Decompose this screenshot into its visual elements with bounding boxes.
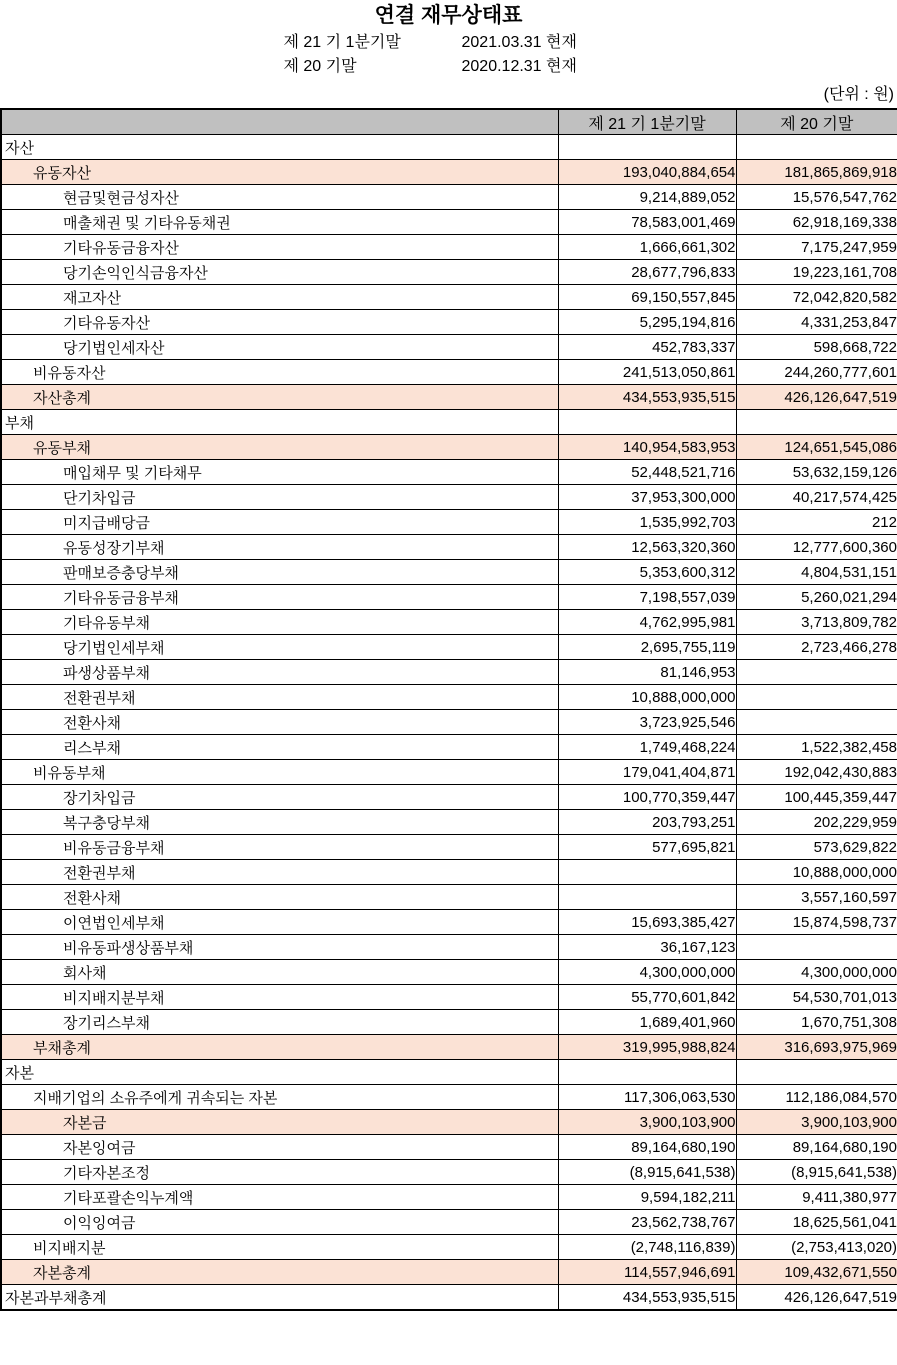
row-label: 기타포괄손익누계액 [1, 1185, 558, 1210]
row-value-current: 15,693,385,427 [558, 910, 736, 935]
row-value-prior: 2,723,466,278 [736, 635, 897, 660]
row-value-current: 3,723,925,546 [558, 710, 736, 735]
table-row [1, 385, 897, 410]
row-value-current: 12,563,320,360 [558, 535, 736, 560]
table-row [1, 1285, 897, 1311]
table-row [1, 260, 897, 285]
row-value-current: 193,040,884,654 [558, 160, 736, 185]
row-value-current: 4,300,000,000 [558, 960, 736, 985]
row-value-current [558, 885, 736, 910]
row-value-current: 100,770,359,447 [558, 785, 736, 810]
row-value-current: 4,762,995,981 [558, 610, 736, 635]
row-value-prior: 192,042,430,883 [736, 760, 897, 785]
row-value-prior: 89,164,680,190 [736, 1135, 897, 1160]
row-value-current: 577,695,821 [558, 835, 736, 860]
row-value-prior: 3,900,103,900 [736, 1110, 897, 1135]
row-value-prior: 4,300,000,000 [736, 960, 897, 985]
row-value-prior: 10,888,000,000 [736, 860, 897, 885]
row-value-prior: 15,874,598,737 [736, 910, 897, 935]
row-value-prior: 5,260,021,294 [736, 585, 897, 610]
row-label: 유동성장기부채 [1, 535, 558, 560]
row-value-current: 36,167,123 [558, 935, 736, 960]
row-value-current: 81,146,953 [558, 660, 736, 685]
row-label: 복구충당부채 [1, 810, 558, 835]
row-value-prior: 19,223,161,708 [736, 260, 897, 285]
row-label: 현금및현금성자산 [1, 185, 558, 210]
table-row [1, 360, 897, 385]
row-value-prior: (2,753,413,020) [736, 1235, 897, 1260]
row-value-current: 434,553,935,515 [558, 385, 736, 410]
table-row [1, 860, 897, 885]
row-value-prior: 573,629,822 [736, 835, 897, 860]
row-label: 파생상품부채 [1, 660, 558, 685]
row-value-prior: 15,576,547,762 [736, 185, 897, 210]
table-row [1, 1260, 897, 1285]
row-label: 비유동파생상품부채 [1, 935, 558, 960]
table-row [1, 460, 897, 485]
row-label: 기타유동금융부채 [1, 585, 558, 610]
table-row [1, 335, 897, 360]
row-value-prior: 426,126,647,519 [736, 1285, 897, 1311]
row-value-prior: 4,804,531,151 [736, 560, 897, 585]
row-value-prior: 181,865,869,918 [736, 160, 897, 185]
row-value-prior [736, 710, 897, 735]
period-line-current [284, 31, 614, 55]
row-label: 당기법인세자산 [1, 335, 558, 360]
row-value-current: (2,748,116,839) [558, 1235, 736, 1260]
table-row [1, 635, 897, 660]
row-value-prior: 244,260,777,601 [736, 360, 897, 385]
table-row [1, 1060, 897, 1085]
row-value-current: 5,295,194,816 [558, 310, 736, 335]
row-value-current: 10,888,000,000 [558, 685, 736, 710]
row-label: 기타자본조정 [1, 1160, 558, 1185]
row-label: 리스부채 [1, 735, 558, 760]
row-label: 전환권부채 [1, 860, 558, 885]
table-row [1, 410, 897, 435]
table-row [1, 685, 897, 710]
table-row [1, 660, 897, 685]
row-value-prior: 100,445,359,447 [736, 785, 897, 810]
row-label: 자본 [1, 1060, 558, 1085]
table-row [1, 285, 897, 310]
row-label: 지배기업의 소유주에게 귀속되는 자본 [1, 1085, 558, 1110]
row-label: 매입채무 및 기타채무 [1, 460, 558, 485]
row-label: 기타유동자산 [1, 310, 558, 335]
row-value-current: 89,164,680,190 [558, 1135, 736, 1160]
row-value-prior [736, 660, 897, 685]
table-row [1, 935, 897, 960]
row-label: 당기법인세부채 [1, 635, 558, 660]
row-label: 자본잉여금 [1, 1135, 558, 1160]
row-value-current: 114,557,946,691 [558, 1260, 736, 1285]
row-value-current: (8,915,641,538) [558, 1160, 736, 1185]
period-line-prior [284, 55, 614, 79]
row-label: 유동자산 [1, 160, 558, 185]
row-value-prior: 426,126,647,519 [736, 385, 897, 410]
row-label: 기타유동부채 [1, 610, 558, 635]
row-value-current: 179,041,404,871 [558, 760, 736, 785]
row-value-prior: 9,411,380,977 [736, 1185, 897, 1210]
period-label: 제 21 기 1분기말 [283, 34, 401, 51]
row-label: 비유동금융부채 [1, 835, 558, 860]
row-value-current: 1,535,992,703 [558, 510, 736, 535]
row-value-prior: 62,918,169,338 [736, 210, 897, 235]
table-row [1, 1185, 897, 1210]
table-row [1, 435, 897, 460]
row-label: 회사채 [1, 960, 558, 985]
row-value-prior: 54,530,701,013 [736, 985, 897, 1010]
row-value-current: 2,695,755,119 [558, 635, 736, 660]
row-value-current: 7,198,557,039 [558, 585, 736, 610]
row-value-current [558, 135, 736, 160]
row-value-current [558, 860, 736, 885]
row-label: 비유동부채 [1, 760, 558, 785]
table-row [1, 1035, 897, 1060]
row-value-prior: 109,432,671,550 [736, 1260, 897, 1285]
row-label: 당기손익인식금융자산 [1, 260, 558, 285]
row-label: 이익잉여금 [1, 1210, 558, 1235]
row-value-current: 434,553,935,515 [558, 1285, 736, 1311]
row-value-current: 1,666,661,302 [558, 235, 736, 260]
row-label: 전환사채 [1, 885, 558, 910]
table-row [1, 985, 897, 1010]
row-label: 단기차입금 [1, 485, 558, 510]
table-row [1, 535, 897, 560]
row-label: 전환권부채 [1, 685, 558, 710]
table-row [1, 510, 897, 535]
row-label: 자산총계 [1, 385, 558, 410]
row-value-prior: (8,915,641,538) [736, 1160, 897, 1185]
row-value-current: 3,900,103,900 [558, 1110, 736, 1135]
table-row [1, 610, 897, 635]
table-row [1, 960, 897, 985]
row-value-prior: 72,042,820,582 [736, 285, 897, 310]
row-value-current: 52,448,521,716 [558, 460, 736, 485]
row-label: 재고자산 [1, 285, 558, 310]
period-date: 2020.12.31 현재 [461, 58, 577, 75]
row-value-prior: 202,229,959 [736, 810, 897, 835]
row-value-current: 452,783,337 [558, 335, 736, 360]
row-value-prior [736, 135, 897, 160]
period-date: 2021.03.31 현재 [461, 34, 577, 51]
row-value-prior [736, 935, 897, 960]
row-label: 기타유동금융자산 [1, 235, 558, 260]
table-row [1, 1160, 897, 1185]
row-label: 장기리스부채 [1, 1010, 558, 1035]
table-row [1, 485, 897, 510]
row-label: 비지배지분부채 [1, 985, 558, 1010]
table-row [1, 1235, 897, 1260]
row-value-current [558, 410, 736, 435]
row-value-prior: 316,693,975,969 [736, 1035, 897, 1060]
row-label: 비지배지분 [1, 1235, 558, 1260]
row-label: 부채 [1, 410, 558, 435]
row-label: 유동부채 [1, 435, 558, 460]
table-row [1, 1110, 897, 1135]
header-account [1, 109, 558, 135]
table-row [1, 785, 897, 810]
row-value-current: 9,214,889,052 [558, 185, 736, 210]
row-value-prior [736, 685, 897, 710]
table-row [1, 710, 897, 735]
row-value-prior: 124,651,545,086 [736, 435, 897, 460]
unit-note: (단위 : 원) [823, 86, 894, 103]
table-row [1, 735, 897, 760]
table-header-row [1, 109, 897, 135]
row-label: 비유동자산 [1, 360, 558, 385]
row-value-current: 37,953,300,000 [558, 485, 736, 510]
row-label: 장기차입금 [1, 785, 558, 810]
row-value-current: 5,353,600,312 [558, 560, 736, 585]
row-value-current: 140,954,583,953 [558, 435, 736, 460]
table-row [1, 160, 897, 185]
table-row [1, 135, 897, 160]
row-value-current [558, 1060, 736, 1085]
row-value-prior: 112,186,084,570 [736, 1085, 897, 1110]
row-value-prior: 4,331,253,847 [736, 310, 897, 335]
row-label: 자본금 [1, 1110, 558, 1135]
row-value-prior [736, 410, 897, 435]
row-value-prior: 18,625,561,041 [736, 1210, 897, 1235]
table-row [1, 835, 897, 860]
table-row [1, 810, 897, 835]
row-value-prior: 3,713,809,782 [736, 610, 897, 635]
row-label: 부채총계 [1, 1035, 558, 1060]
table-row [1, 185, 897, 210]
row-value-current: 1,689,401,960 [558, 1010, 736, 1035]
row-value-current: 117,306,063,530 [558, 1085, 736, 1110]
table-row [1, 1010, 897, 1035]
row-value-prior: 40,217,574,425 [736, 485, 897, 510]
page-title: 연결 재무상태표 [374, 4, 523, 27]
table-row [1, 1210, 897, 1235]
row-value-prior: 1,522,382,458 [736, 735, 897, 760]
balance-sheet-table [0, 108, 897, 1311]
table-row [1, 910, 897, 935]
row-value-current: 203,793,251 [558, 810, 736, 835]
table-row [1, 310, 897, 335]
row-value-prior: 53,632,159,126 [736, 460, 897, 485]
table-row [1, 235, 897, 260]
row-label: 판매보증충당부채 [1, 560, 558, 585]
table-row [1, 760, 897, 785]
row-value-prior: 12,777,600,360 [736, 535, 897, 560]
table-row [1, 1085, 897, 1110]
row-value-prior: 3,557,160,597 [736, 885, 897, 910]
row-value-current: 69,150,557,845 [558, 285, 736, 310]
row-value-current: 1,749,468,224 [558, 735, 736, 760]
table-row [1, 210, 897, 235]
table-row [1, 1135, 897, 1160]
row-label: 이연법인세부채 [1, 910, 558, 935]
row-label: 자산 [1, 135, 558, 160]
row-label: 자본과부채총계 [1, 1285, 558, 1311]
table-row [1, 560, 897, 585]
row-value-prior: 598,668,722 [736, 335, 897, 360]
table-row [1, 885, 897, 910]
row-label: 매출채권 및 기타유동채권 [1, 210, 558, 235]
row-value-current: 23,562,738,767 [558, 1210, 736, 1235]
row-value-current: 241,513,050,861 [558, 360, 736, 385]
row-value-prior: 7,175,247,959 [736, 235, 897, 260]
row-label: 미지급배당금 [1, 510, 558, 535]
table-row [1, 585, 897, 610]
header-prior-period: 제 20 기말 [736, 109, 897, 135]
row-value-prior: 212 [736, 510, 897, 535]
row-label: 자본총계 [1, 1260, 558, 1285]
row-value-current: 28,677,796,833 [558, 260, 736, 285]
period-lines [284, 31, 614, 79]
row-label: 전환사채 [1, 710, 558, 735]
row-value-current: 9,594,182,211 [558, 1185, 736, 1210]
period-label: 제 20 기말 [283, 58, 357, 75]
row-value-current: 55,770,601,842 [558, 985, 736, 1010]
row-value-prior [736, 1060, 897, 1085]
row-value-prior: 1,670,751,308 [736, 1010, 897, 1035]
row-value-current: 78,583,001,469 [558, 210, 736, 235]
row-value-current: 319,995,988,824 [558, 1035, 736, 1060]
header-current-period: 제 21 기 1분기말 [558, 109, 736, 135]
